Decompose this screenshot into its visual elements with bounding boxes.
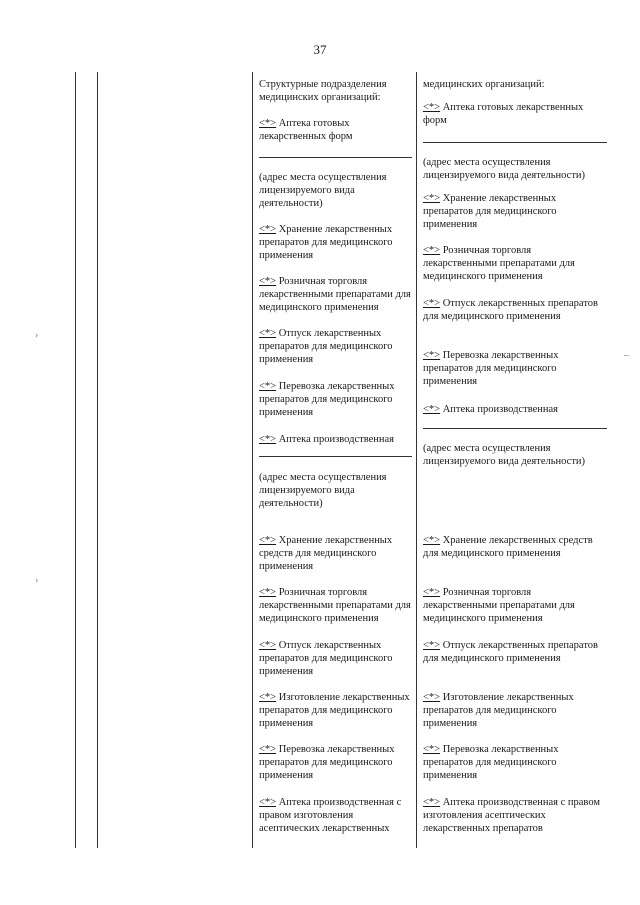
left-item-production-pharmacy: <*> Аптека производственная: [259, 434, 394, 445]
right-item-dispensing: <*> Отпуск лекарственных препаратов для медицинского применения: [423, 298, 598, 323]
right-item-storage-2: <*> Хранение лекарственных средств для медицинского применения: [423, 535, 593, 560]
left-item-transport: <*> Перевозка лекарственных препаратов для медицинского применения: [259, 381, 395, 419]
left-item-dispensing-2: <*> Отпуск лекарственных препаратов для медицинского применения: [259, 640, 393, 678]
right-org-heading: медицинских организаций:: [423, 79, 545, 90]
right-item-retail: <*> Розничная торговля лекарственными препаратами для медицинского применения: [423, 245, 575, 283]
right-item-storage: <*> Хранение лекарственных препаратов для медицинского применения: [423, 193, 557, 231]
left-item-transport-2: <*> Перевозка лекарственных препаратов для медицинского применения: [259, 744, 395, 782]
left-item-aseptic-pharmacy: <*> Аптека производственная с правом изготовления асептических лекарственных: [259, 797, 402, 835]
left-org-heading: Структурные подразделения медицинских организаций:: [259, 79, 387, 104]
right-item-manufacturing: <*> Изготовление лекарственных препаратов для медицинского применения: [423, 692, 574, 730]
page-number: 37: [313, 42, 327, 57]
right-item-dispensing-2: <*> Отпуск лекарственных препаратов для медицинского применения: [423, 640, 598, 665]
right-item-aseptic-pharmacy: <*> Аптека производственная с правом изготовления асептических лекарственных препаратов: [423, 797, 601, 835]
left-item-storage-2: <*> Хранение лекарственных средств для медицинского применения: [259, 535, 393, 573]
left-item-manufacturing: <*> Изготовление лекарственных препаратов для медицинского применения: [259, 692, 410, 730]
margin-scan-mark: ›: [35, 330, 39, 341]
table-border-inner: [97, 72, 98, 848]
address-line: [423, 428, 607, 429]
address-line: [259, 456, 412, 457]
left-item-storage: <*> Хранение лекарственных препаратов для медицинского применения: [259, 224, 393, 262]
right-address-caption-2: (адрес места осуществления лицензируемого вида деятельности): [423, 443, 586, 468]
left-address-caption-2: (адрес места осуществления лицензируемого вида деятельности): [259, 472, 387, 510]
left-item-retail: <*> Розничная торговля лекарственными препаратами для медицинского применения: [259, 276, 411, 314]
right-item-production-pharmacy: <*> Аптека производственная: [423, 404, 558, 415]
left-item-ready-forms-pharmacy: <*> Аптека готовых лекарственных форм: [259, 118, 353, 143]
right-item-transport-2: <*> Перевозка лекарственных препаратов для медицинского применения: [423, 744, 559, 782]
table-border-left: [75, 72, 76, 848]
right-item-transport: <*> Перевозка лекарственных препаратов для медицинского применения: [423, 350, 559, 388]
left-item-retail-2: <*> Розничная торговля лекарственными препаратами для медицинского применения: [259, 587, 411, 625]
address-line: [259, 157, 412, 158]
address-line: [423, 142, 607, 143]
right-item-retail-2: <*> Розничная торговля лекарственными препаратами для медицинского применения: [423, 587, 575, 625]
margin-scan-mark: –: [624, 350, 629, 361]
margin-scan-mark: ›: [35, 575, 39, 586]
left-address-caption: (адрес места осуществления лицензируемого вида деятельности): [259, 172, 387, 210]
table-border-column-left: [252, 72, 253, 848]
table-border-column-right: [416, 72, 417, 848]
right-address-caption: (адрес места осуществления лицензируемого вида деятельности): [423, 157, 586, 182]
right-item-ready-forms-pharmacy: <*> Аптека готовых лекарственных форм: [423, 102, 584, 127]
left-item-dispensing: <*> Отпуск лекарственных препаратов для медицинского применения: [259, 328, 393, 366]
